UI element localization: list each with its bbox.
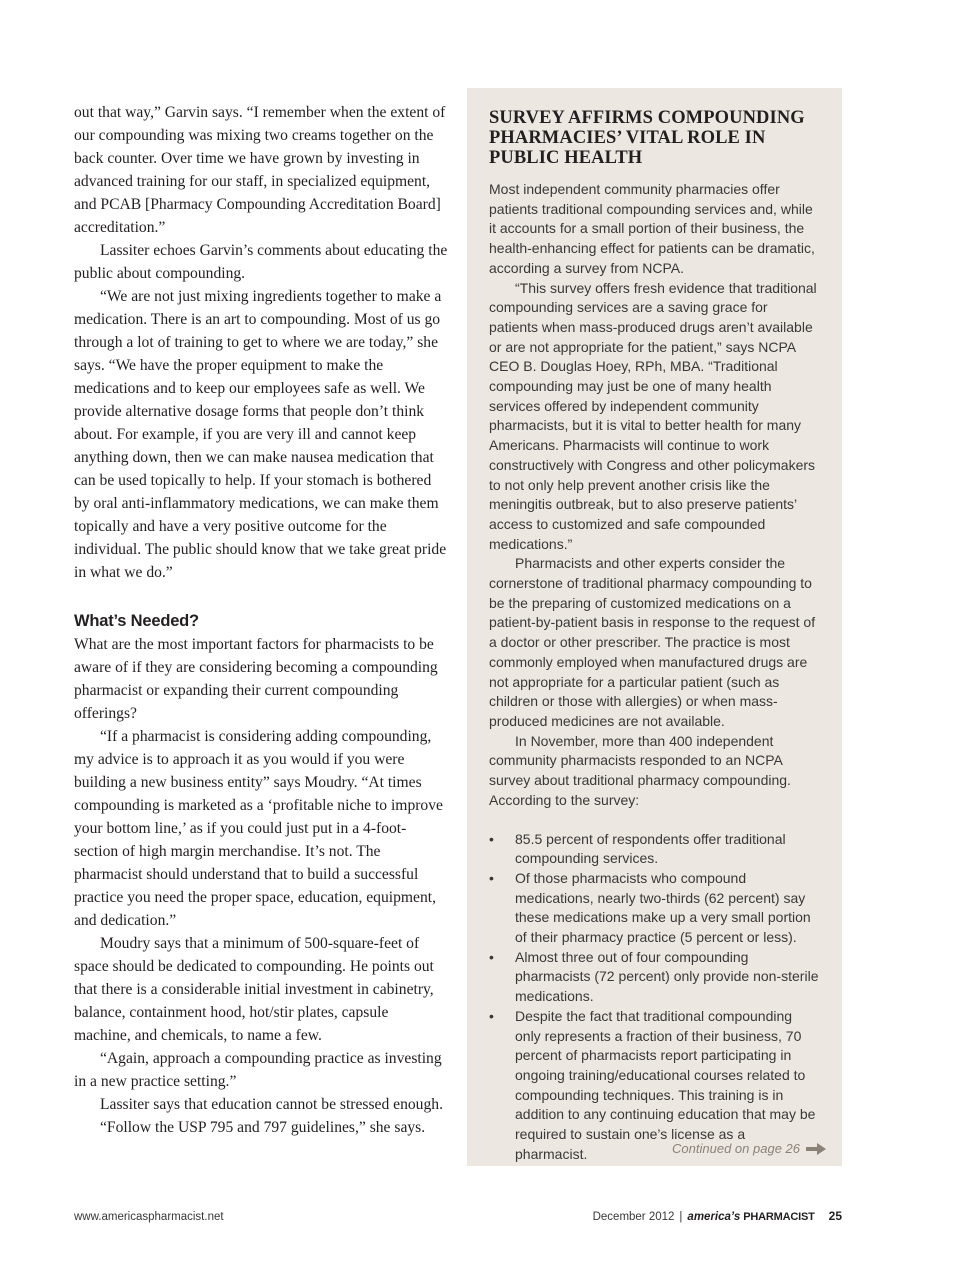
footer-date: December 2012 <box>592 1211 675 1223</box>
article-paragraph: Lassiter says that education cannot be stressed enough. <box>100 1096 443 1113</box>
list-item <box>489 830 820 869</box>
sidebar-paragraph: Most independent community pharmacies offer patients traditional compounding services and, while it accounts for a small portion of their business, the health-enhancing effect for patients can be dramatic, according a survey from NCPA. <box>489 181 815 276</box>
article-paragraph: “If a pharmacist is considering adding compounding, my advice is to approach it as you would if you were building a new business entity” says Moudry. “At times compounding is marketed as a ‘profitable niche to improve your bottom line,’ as if you could just put in a 4-foot-section of high margin merchandise. It’s not. The pharmacist should understand that to build a successful practice you need the proper space, education, equipment, and dedication.” <box>74 728 443 929</box>
main-article-column <box>74 101 448 1139</box>
page-number: 25 <box>828 1209 842 1223</box>
sidebar-paragraph: Pharmacists and other experts consider the cornerstone of traditional pharmacy compounding to be the preparing of customized medications on a patient-by-patient basis in response to the request of a doctor or other prescriber. The practice is most commonly employed when manufactured drugs are not appropriate for a particular patient (such as children or those with allergies) or when mass-produced medicines are not available. <box>489 555 816 729</box>
footer-brand-name: PHARMACIST <box>743 1211 815 1223</box>
list-item-text: Despite the fact that traditional compounding only represents a fraction of their business, 70 percent of pharmacists report participating in ongoing training/educational courses related to compounding techniques. This training is in addition to any continuing education that may be required to sustain one’s license as a pharmacist. <box>515 1007 816 1162</box>
list-item-text: Of those pharmacists who compound medications, nearly two-thirds (62 percent) say these medications make up a very small portion of their pharmacy practice (5 percent or less). <box>515 869 811 946</box>
survey-results-list <box>489 830 820 1165</box>
article-paragraph: “We are not just mixing ingredients together to make a medication. There is an art to compounding. Most of us go through a lot of training to get to where we are today,” she says. “We have the proper equipment to make the medications and to keep our employees safe as well. We provide alternative dosage forms that people don’t think about. For example, if you are very ill and cannot keep anything down, then we can make nausea medication that can be used topically to help. If your stomach is bothered by oral anti-inflammatory medications, we can make them topically and have a very positive outcome for the individual. The public should know that we take great pride in what we do.” <box>74 288 447 581</box>
article-paragraph: Moudry says that a minimum of 500-square-feet of space should be dedicated to compounding. He points out that there is a considerable initial investment in cabinetry, balance, containment hood, hot/stir plates, capsule machine, and chemicals, to name a few. <box>74 935 434 1044</box>
article-paragraph: “Follow the USP 795 and 797 guidelines,” she says. <box>100 1119 426 1136</box>
list-item-text: 85.5 percent of respondents offer traditional compounding services. <box>515 830 786 867</box>
sidebar-paragraph: In November, more than 400 independent community pharmacists responded to an NCPA survey about traditional pharmacy compounding. According to the survey: <box>489 732 791 808</box>
list-item <box>489 869 820 948</box>
section-heading: What’s Needed? <box>74 612 199 630</box>
article-paragraph: Lassiter echoes Garvin’s comments about educating the public about compounding. <box>74 242 448 282</box>
article-paragraph: What are the most important factors for pharmacists to be aware of if they are considering becoming a compounding pharmacist or expanding their current compounding offerings? <box>74 636 438 722</box>
bullet-icon: • <box>489 830 494 847</box>
survey-sidebar-box <box>467 88 842 1166</box>
sidebar-paragraph: “This survey offers fresh evidence that traditional compounding services are a saving grace for patients when mass-produced drugs aren’t available or are not appropriate for the patient,” says NCPA CEO B. Douglas Hoey, RPh, MBA. “Traditional compounding may just be one of many health services offered by independent community pharmacists, but it is vital to better health for many Americans. Pharmacists will continue to work constructively with Congress and other policymakers to not only help prevent another crisis like the meningitis outbreak, but to also preserve patients’ access to customized and safe compounded medications.” <box>489 279 817 552</box>
right-arrow-icon <box>806 1143 826 1155</box>
continued-text: Continued on page 26 <box>672 1141 800 1156</box>
article-paragraph: “Again, approach a compounding practice as investing in a new practice setting.” <box>74 1050 442 1090</box>
continued-link[interactable] <box>672 1141 826 1156</box>
footer-website: www.americaspharmacist.net <box>74 1211 224 1223</box>
article-paragraph: out that way,” Garvin says. “I remember when the extent of our compounding was mixing two creams together on the back counter. Over time we have grown by investing in advanced training for our staff, in specialized equipment, and PCAB [Pharmacy Compounding Accreditation Board] accreditation.” <box>74 104 446 236</box>
sidebar-title: SURVEY AFFIRMS COMPOUNDING PHARMACIES’ VITAL ROLE IN PUBLIC HEALTH <box>489 108 805 168</box>
bullet-icon: • <box>489 869 494 886</box>
bullet-icon: • <box>489 1007 494 1024</box>
list-item-text: Almost three out of four compounding pharmacists (72 percent) only provide non-sterile medications. <box>515 948 819 1005</box>
bullet-icon: • <box>489 948 494 965</box>
footer-separator: | <box>679 1211 683 1223</box>
footer-brand-prefix: america’s <box>687 1211 741 1223</box>
footer-issue-info <box>593 1209 842 1223</box>
list-item <box>489 948 820 1007</box>
